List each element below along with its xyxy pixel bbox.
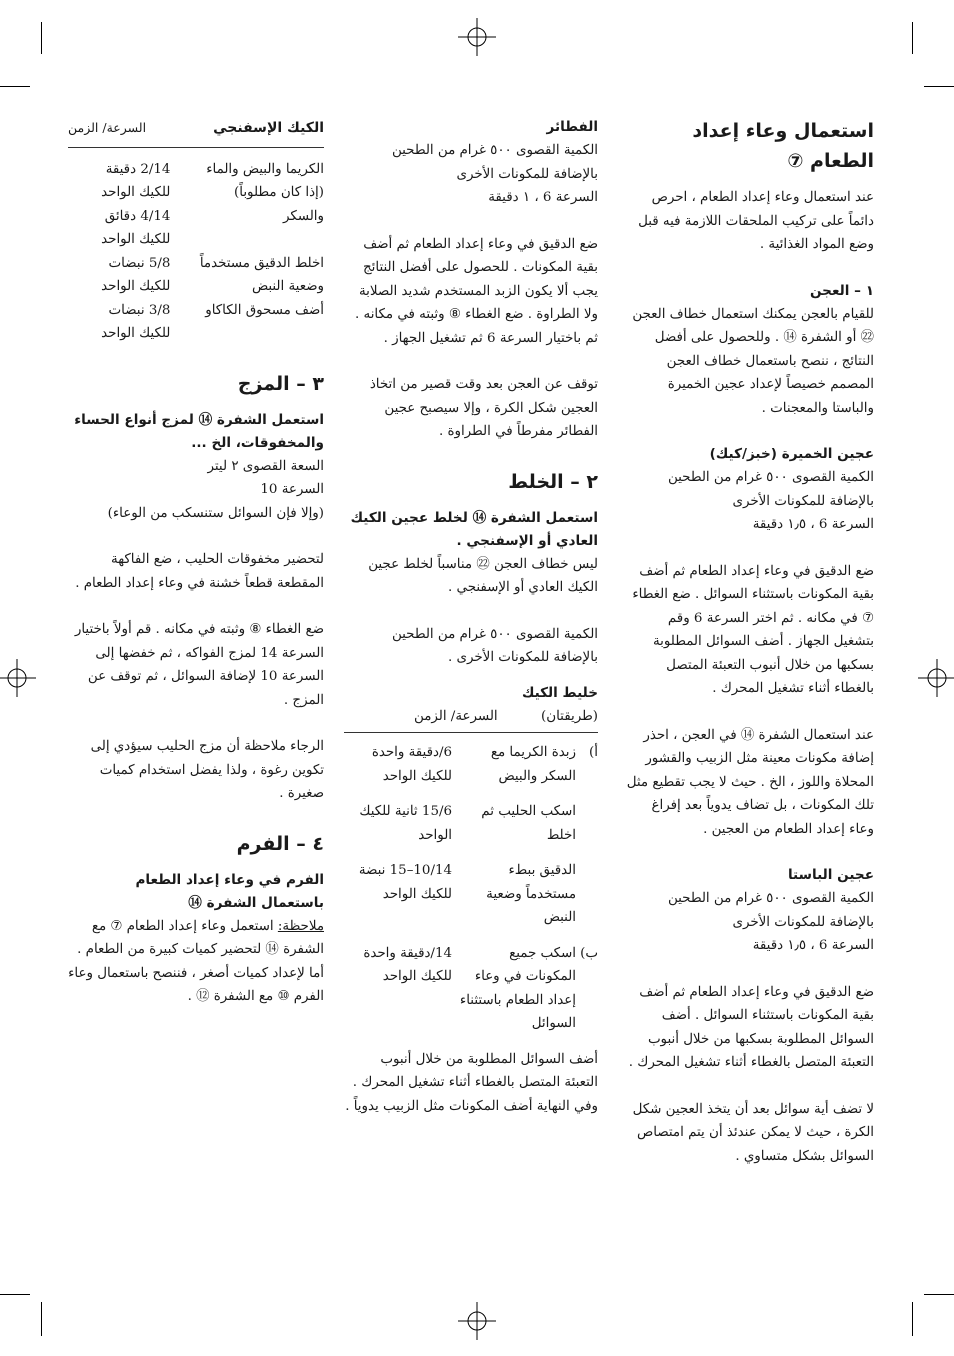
section-title-blending: ٣ – المزج [237, 372, 324, 395]
heading-dough: ١ – العجن [809, 282, 874, 299]
cake-mix-table-header [344, 682, 598, 734]
pasta-max: الكمية القصوى ٥٠٠ غرام من الطحين بالإضافة للمكونات الأخرى [667, 891, 874, 930]
crop-mark [912, 1302, 913, 1336]
section-title-mincing: ٤ – الفرم [236, 832, 324, 855]
registration-mark-top [458, 18, 496, 56]
intro-text: عند استعمال وعاء إعداد الطعام ، احرص دائماً على تركيب الملحقات اللازمة فيه قبل وضع المواد الغذائية . [638, 190, 874, 252]
pasta-note: لا تضف أية سوائل بعد أن يتخذ العجين شكل الكرة ، حيث لا يمكن عندئذ أن يتم امتصاص السوائل بشكل متساوي . [632, 1101, 874, 1164]
sponge-speed-time-label: السرعة/ الزمن [68, 120, 147, 135]
blend-max: السعة القصوى ٢ ليتر [207, 458, 324, 474]
row-step: أضف مسحوق الكاكاو [205, 302, 324, 318]
table-row [68, 181, 324, 205]
pastry-steps: ضع الدقيق في وعاء إعداد الطعام ثم أضف بقية المكونات . للحصول على أفضل النتائج يجب ألا يكون الزبد المستخدم شديد الصلابة ولا الطراوة . ضع الغطاء ⑧ وثبته في مكانه . ثم باختيار السرعة 6 ثم تشغيل الجهاز . [355, 236, 598, 346]
blend-steps: ضع الغطاء ⑧ وثبته في مكانه . قم أولاً باختيار السرعة 14 لمزج الفواكه ، ثم خفضها إلى السرعة 10 لإضافة السوائل ، ثم توقف عن المزج . [74, 622, 324, 708]
crop-mark [41, 22, 42, 54]
crop-mark [0, 86, 30, 87]
row-speed: للكيك الواحد [101, 185, 171, 200]
pastry-max: الكمية القصوى ٥٠٠ غرام من الطحين بالإضافة للمكونات الأخرى [391, 143, 598, 182]
registration-mark-right [918, 659, 954, 697]
pasta-steps: ضع الدقيق في وعاء إعداد الطعام ثم أضف بقية المكونات باستثناء السوائل . أضف السوائل المطلوبة بسكبها من خلال أنبوب التعبئة المتصل بالغطاء أثناء تشغيل المحرك . [628, 984, 874, 1070]
registration-mark-left [0, 659, 36, 697]
heading-cake-mix: خليط الكيك [521, 684, 598, 701]
pasta-speed: السرعة 6 ، ١٫٥ دقيقة [752, 938, 874, 953]
dough-text: للقيام بالعجن يمكنك استعمال خطاف العجن ㉒ أو الشفرة ⑭ . وللحصول على أفضل النتائج ، ننصح باستعمال خطاف العجن المصمم خصيصاً لإعداد عجين الخميرة والباستا والمعجنات . [632, 306, 874, 416]
table-row [68, 228, 324, 252]
table-row [344, 800, 598, 847]
crop-mark [41, 1302, 42, 1336]
column-left [68, 116, 324, 1009]
blending-subheading: استعمل الشفرة ⑭ لمزج أنواع الحساء والمخفوقات، الخ ... [74, 411, 324, 451]
row-step: (إذا كان مطلوباً) [234, 185, 324, 200]
note-label: ملاحظة: [277, 918, 324, 934]
blend-note: الرجاء ملاحظة أن مزج الحليب سيؤدي إلى تكوين رغوة ، ولذا يفضل استخدام كميات صغيرة . [90, 739, 324, 801]
row-speed: 4/14 دقائق [104, 208, 171, 224]
row-speed: للكيك الواحد [101, 326, 171, 341]
column-middle [344, 116, 598, 1118]
cake-methods: (طريقتان) [541, 708, 598, 724]
row-speed: للكيك الواحد [101, 279, 171, 294]
blend-warning: (وإلا فإن السوائل ستنسكب من الوعاء) [107, 505, 324, 521]
heading-sponge-cake: الكيك الإسفنجي [213, 120, 324, 136]
table-row [68, 322, 324, 346]
table-row [344, 942, 598, 1036]
cake-end-text: أضف السوائل المطلوبة من خلال أنبوب التعبئة المتصل بالغطاء أثناء تشغيل المحرك . وفي النهاية أضف المكونات مثل الزبيب يدوياً . [345, 1051, 598, 1114]
row-step [176, 228, 324, 252]
table-row [344, 741, 598, 788]
note-text: استعمل وعاء إعداد الطعام ⑦ مع الشفرة ⑭ لتحضير كميات كبيرة من الطعام . أما لإعداد كميات أصغر ، فننصح باستعمال وعاء الفرم ⑩ مع الشفرة ⑫ . [68, 918, 324, 1004]
section-title-mixing: ٢ – الخلط [508, 470, 598, 493]
sponge-table-header [68, 116, 324, 148]
row-speed: 2/14 دقيقة [105, 161, 171, 177]
blend-milkshake: لتحضير مخفوقات الحليب ، ضع الفاكهة المقطعة قطعاً خشنة في وعاء إعداد الطعام . [75, 552, 324, 591]
row-marker [576, 800, 598, 847]
row-step: اخلط الدقيق مستخدماً [199, 255, 324, 271]
row-marker [576, 859, 598, 930]
row-speed: 6/دقيقة واحدة للكيك الواحد [371, 745, 452, 784]
row-speed: 10/14–15 نبضة للكيك الواحد [358, 863, 452, 902]
row-speed: 5/8 نبضات [108, 255, 171, 271]
registration-mark-bottom [458, 1302, 496, 1340]
row-step: زبدة الكريما مع السكر والبيض [490, 745, 576, 784]
mixing-max: الكمية القصوى ٥٠٠ غرام من الطحين بالإضافة للمكونات الأخرى . [391, 626, 598, 665]
row-speed: 15/6 ثانية للكيك الواحد [359, 804, 452, 843]
row-marker: أ) [589, 745, 598, 760]
pastry-speed: السرعة 6 ، ١ دقيقة [488, 190, 598, 205]
table-row [68, 275, 324, 299]
crop-mark [924, 86, 954, 87]
yeast-steps: ضع الدقيق في وعاء إعداد الطعام ثم أضف بقية المكونات باستثناء السوائل . ضع الغطاء ⑦ في مكانه . ثم اختر السرعة 6 وقم بتشغيل الجهاز . أضف السوائل المطلوبة بسكبها من خلال أنبوب التعبئة المتصل بالغطاء أثناء تشغيل المحرك . [632, 563, 874, 696]
crop-mark [924, 1294, 954, 1295]
table-row [68, 252, 324, 276]
pastry-stop: توقف عن العجن بعد وقت قصير من اتخاذ العجين شكل الكرة ، وإلا سيصبح عجين الفطائر مفرطاً في الطراوة . [369, 377, 598, 439]
yeast-speed: السرعة 6 ، ١٫٥ دقيقة [752, 517, 874, 532]
table-row [344, 859, 598, 930]
crop-mark [0, 1294, 30, 1295]
crop-mark [912, 22, 913, 54]
row-step: الدقيق ببطء مستخدماً وضعية النبض [486, 863, 576, 925]
row-step [176, 322, 324, 346]
heading-pastry: الفطائر [546, 119, 598, 135]
mincing-subheading: الفرم في وعاء إعداد الطعام باستعمال الشفرة ⑭ [135, 871, 324, 911]
row-marker: ب) [580, 945, 598, 961]
row-step: الكريما والبيض والماء [206, 161, 324, 177]
heading-pasta-dough: عجين الباستا [787, 867, 874, 883]
table-row [68, 299, 324, 323]
mincing-note [68, 915, 324, 1009]
cake-speed-time-label: السرعة/ الزمن [414, 708, 498, 724]
mixing-text: ليس خطاف العجن ㉒ مناسباً لخلط عجين الكيك العادي أو الإسفنجي . [368, 556, 598, 595]
column-right [624, 116, 874, 1168]
row-speed: 3/8 نبضات [108, 302, 171, 318]
table-row [68, 158, 324, 182]
row-speed: للكيك الواحد [101, 232, 171, 247]
row-step: وضعية النبض [251, 279, 324, 294]
section-title-food-processor: استعمال وعاء إعداد الطعام ⑦ [692, 120, 874, 172]
heading-yeast-dough: عجين الخميرة (خبز/كيك) [709, 446, 874, 462]
row-step: اسكب جميع المكونات في وعاء إعداد الطعام باستثناء السوائل [459, 945, 576, 1031]
row-speed: 14/دقيقة واحدة للكيك الواحد [363, 945, 452, 984]
row-step: اسكب الحليب ثم اخلط [481, 804, 576, 843]
blend-speed: السرعة 10 [260, 482, 324, 497]
yeast-max: الكمية القصوى ٥٠٠ غرام من الطحين بالإضافة للمكونات الأخرى [667, 470, 874, 509]
mixing-subheading: استعمل الشفرة ⑭ لخلط عجين الكيك العادي أو الإسفنجي . [350, 509, 598, 549]
table-row [68, 205, 324, 229]
row-step: والسكر [283, 208, 324, 224]
blade-note: عند استعمال الشفرة ⑭ في العجن ، احذر إضافة مكونات معينة مثل الزبيب والقشور المحلاة واللوز ، الخ . حيث لا يجب تقطيع مثل تلك المكونات ، بل تضاف يدوياً بعد إفراغ وعاء إعداد الطعام من العجين . [626, 727, 874, 837]
